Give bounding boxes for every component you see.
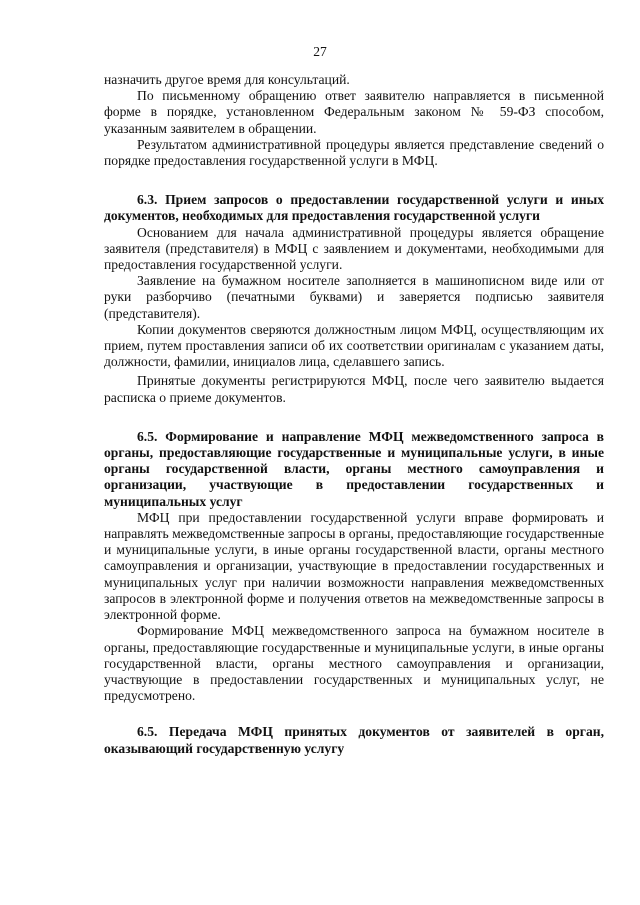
paragraph-continuation: назначить другое время для консультаций. bbox=[104, 72, 350, 87]
paragraph-written-reply: По письменному обращению ответ заявителю направляется в письменной форме в порядке, установленном Федеральным законом № 59-ФЗ способом, указанным заявителем в обращении. bbox=[104, 88, 604, 136]
document-body bbox=[104, 72, 604, 757]
section-heading-6-5-requests: 6.5. Формирование и направление МФЦ межведомственного запроса в органы, предоставляющие государственные и муниципальные услуги, в иные органы государственной власти, органы местного самоуправления и организации, участвующие в предоставлении государственных и муниципальных услуг bbox=[104, 428, 604, 509]
spacer bbox=[104, 169, 604, 192]
spacer bbox=[104, 406, 604, 429]
section-heading-6-3: 6.3. Прием запросов о предоставлении государственной услуги и иных документов, необходимых для предоставления государственной услуги bbox=[104, 192, 604, 224]
paragraph-document-copies: Копии документов сверяются должностным лицом МФЦ, осуществляющим их прием, путем проставления записи об их соответствии оригиналам с указанием даты, должности, фамилии, инициалов лица, сделавшего запись. bbox=[104, 321, 604, 370]
paragraph-application-form: Заявление на бумажном носителе заполняется в машинописном виде или от руки разборчиво (печатными буквами) и заверяется подписью заявителя (представителя). bbox=[104, 273, 604, 321]
page-number: 27 bbox=[313, 44, 327, 59]
paragraph-paper-requests: Формирование МФЦ межведомственного запроса на бумажном носителе в органы, предоставляющие государственные и муниципальные услуги, в иные органы государственной власти, органы местного самоуправления и организации, участвующие в предоставлении государственных и муниципальных услуг, не предусмотрено. bbox=[104, 623, 604, 704]
paragraph-interagency-requests: МФЦ при предоставлении государственной услуги вправе формировать и направлять межведомственные запросы в органы, предоставляющие государственные и муниципальные услуги, в иные органы государственной власти, органы местного самоуправления и организации, участвующие в предоставлении государственных и муниципальных услуг при наличии возможности направления межведомственных запросов в электронной форме и получения ответов на межведомственные запросы в электронной форме. bbox=[104, 509, 604, 623]
section-heading-6-5-transfer: 6.5. Передача МФЦ принятых документов от заявителей в орган, оказывающий государственную услугу bbox=[104, 724, 604, 756]
paragraph-procedure-result: Результатом административной процедуры является представление сведений о порядке предоставления государственной услуги в МФЦ. bbox=[104, 136, 604, 169]
paragraph-document-registration: Принятые документы регистрируются МФЦ, после чего заявителю выдается расписка о приеме документов. bbox=[104, 373, 604, 405]
spacer bbox=[104, 704, 604, 724]
paragraph-procedure-basis: Основанием для начала административной процедуры является обращение заявителя (представителя) в МФЦ с заявлением и документами, необходимыми для предоставления государственной услуги. bbox=[104, 224, 604, 273]
